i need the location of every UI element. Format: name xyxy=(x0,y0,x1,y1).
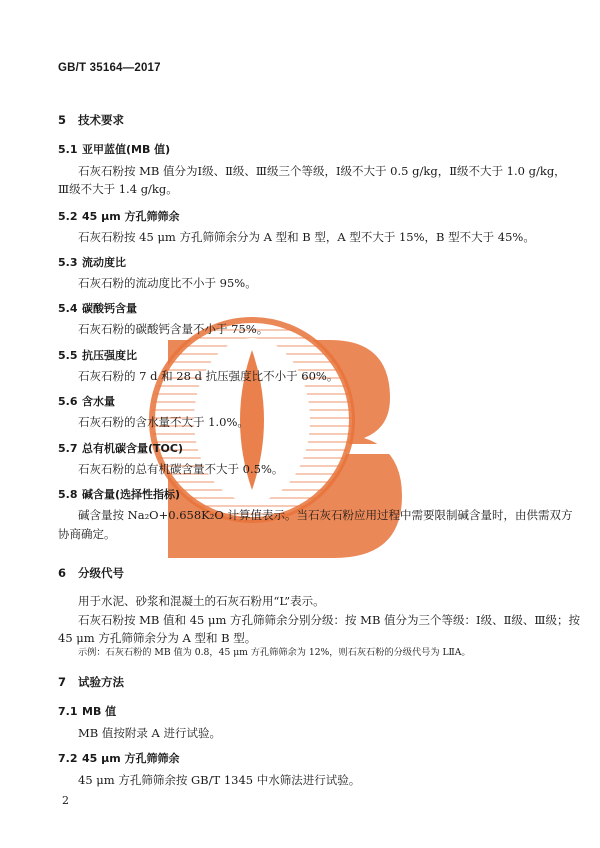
subsection-number: 5.2 xyxy=(58,210,78,223)
subsection-title: MB 值 xyxy=(82,705,117,718)
section-title: 技术要求 xyxy=(78,113,124,127)
section-number: 7 xyxy=(58,675,67,689)
subsection-title: 流动度比 xyxy=(82,256,126,269)
paragraph-line: 45 μm 方孔筛筛余按 GB/T 1345 中水筛法进行试验。 xyxy=(78,773,361,787)
section-heading xyxy=(58,674,124,690)
subsection-number: 5.1 xyxy=(58,143,78,156)
paragraph-line: 协商确定。 xyxy=(58,527,116,541)
subsection-heading xyxy=(58,141,170,157)
paragraph-line: MB 值按附录 A 进行试验。 xyxy=(78,726,221,740)
subsection-number: 5.7 xyxy=(58,442,78,455)
example-note: 示例：石灰石粉的 MB 值为 0.8，45 μm 方孔筛筛余为 12%，则石灰石粉的分级代号为 LⅡA。 xyxy=(78,647,471,658)
subsection-number: 7.1 xyxy=(58,705,78,718)
paragraph-line: 石灰石粉的总有机碳含量不大于 0.5%。 xyxy=(78,462,284,476)
paragraph-line: 石灰石粉的 7 d 和 28 d 抗压强度比不小于 60%。 xyxy=(78,369,339,383)
subsection-title: 45 μm 方孔筛筛余 xyxy=(82,210,180,223)
section-title: 试验方法 xyxy=(78,675,124,689)
subsection-title: 抗压强度比 xyxy=(82,349,137,362)
page-number: 2 xyxy=(62,794,69,807)
section-heading xyxy=(58,112,124,128)
subsection-heading xyxy=(58,750,180,766)
paragraph-line: 石灰石粉按 MB 值分为Ⅰ级、Ⅱ级、Ⅲ级三个等级，Ⅰ级不大于 0.5 g/kg，Ⅱ级不大于 1.0 g/kg， xyxy=(78,164,566,178)
paragraph-line: 石灰石粉按 MB 值和 45 μm 方孔筛筛余分别分级：按 MB 值分为三个等级：Ⅰ级、Ⅱ级、Ⅲ级；按 xyxy=(78,613,580,627)
paragraph-line: 45 μm 方孔筛筛余分为 A 型和 B 型。 xyxy=(58,631,257,645)
subsection-number: 5.4 xyxy=(58,302,78,315)
paragraph-line: 石灰石粉的含水量不大于 1.0%。 xyxy=(78,415,249,429)
subsection-heading xyxy=(58,703,116,719)
subsection-title: 亚甲蓝值(MB 值) xyxy=(82,143,171,156)
subsection-title: 含水量 xyxy=(82,395,115,408)
subsection-number: 5.6 xyxy=(58,395,78,408)
paragraph-line: 石灰石粉的碳酸钙含量不小于 75%。 xyxy=(78,322,269,336)
subsection-heading xyxy=(58,440,183,456)
subsection-number: 5.8 xyxy=(58,488,78,501)
section-heading xyxy=(58,565,124,581)
subsection-title: 总有机碳含量(TOC) xyxy=(82,442,183,455)
subsection-title: 碳酸钙含量 xyxy=(82,302,137,315)
section-title: 分级代号 xyxy=(78,566,124,580)
subsection-heading xyxy=(58,300,137,316)
paragraph-line: 石灰石粉按 45 μm 方孔筛筛余分为 A 型和 B 型，A 型不大于 15%，B 型不大于 45%。 xyxy=(78,230,535,244)
subsection-heading xyxy=(58,254,126,270)
subsection-number: 7.2 xyxy=(58,752,78,765)
paragraph-line: 碱含量按 Na₂O+0.658K₂O 计算值表示。当石灰石粉应用过程中需要限制碱含量时，由供需双方 xyxy=(78,508,573,522)
subsection-heading xyxy=(58,208,180,224)
subsection-number: 5.5 xyxy=(58,349,78,362)
paragraph-line: 石灰石粉的流动度比不小于 95%。 xyxy=(78,276,257,290)
subsection-heading xyxy=(58,393,115,409)
subsection-title: 碱含量(选择性指标) xyxy=(82,488,181,501)
paragraph-line: 用于水泥、砂浆和混凝土的石灰石粉用“L”表示。 xyxy=(78,594,325,608)
subsection-title: 45 μm 方孔筛筛余 xyxy=(82,752,180,765)
subsection-number: 5.3 xyxy=(58,256,78,269)
standard-number: GB/T 35164—2017 xyxy=(58,62,161,74)
paragraph-line: Ⅲ级不大于 1.4 g/kg。 xyxy=(58,182,178,196)
section-number: 6 xyxy=(58,566,67,580)
subsection-heading xyxy=(58,347,137,363)
section-number: 5 xyxy=(58,113,67,127)
subsection-heading xyxy=(58,486,180,502)
